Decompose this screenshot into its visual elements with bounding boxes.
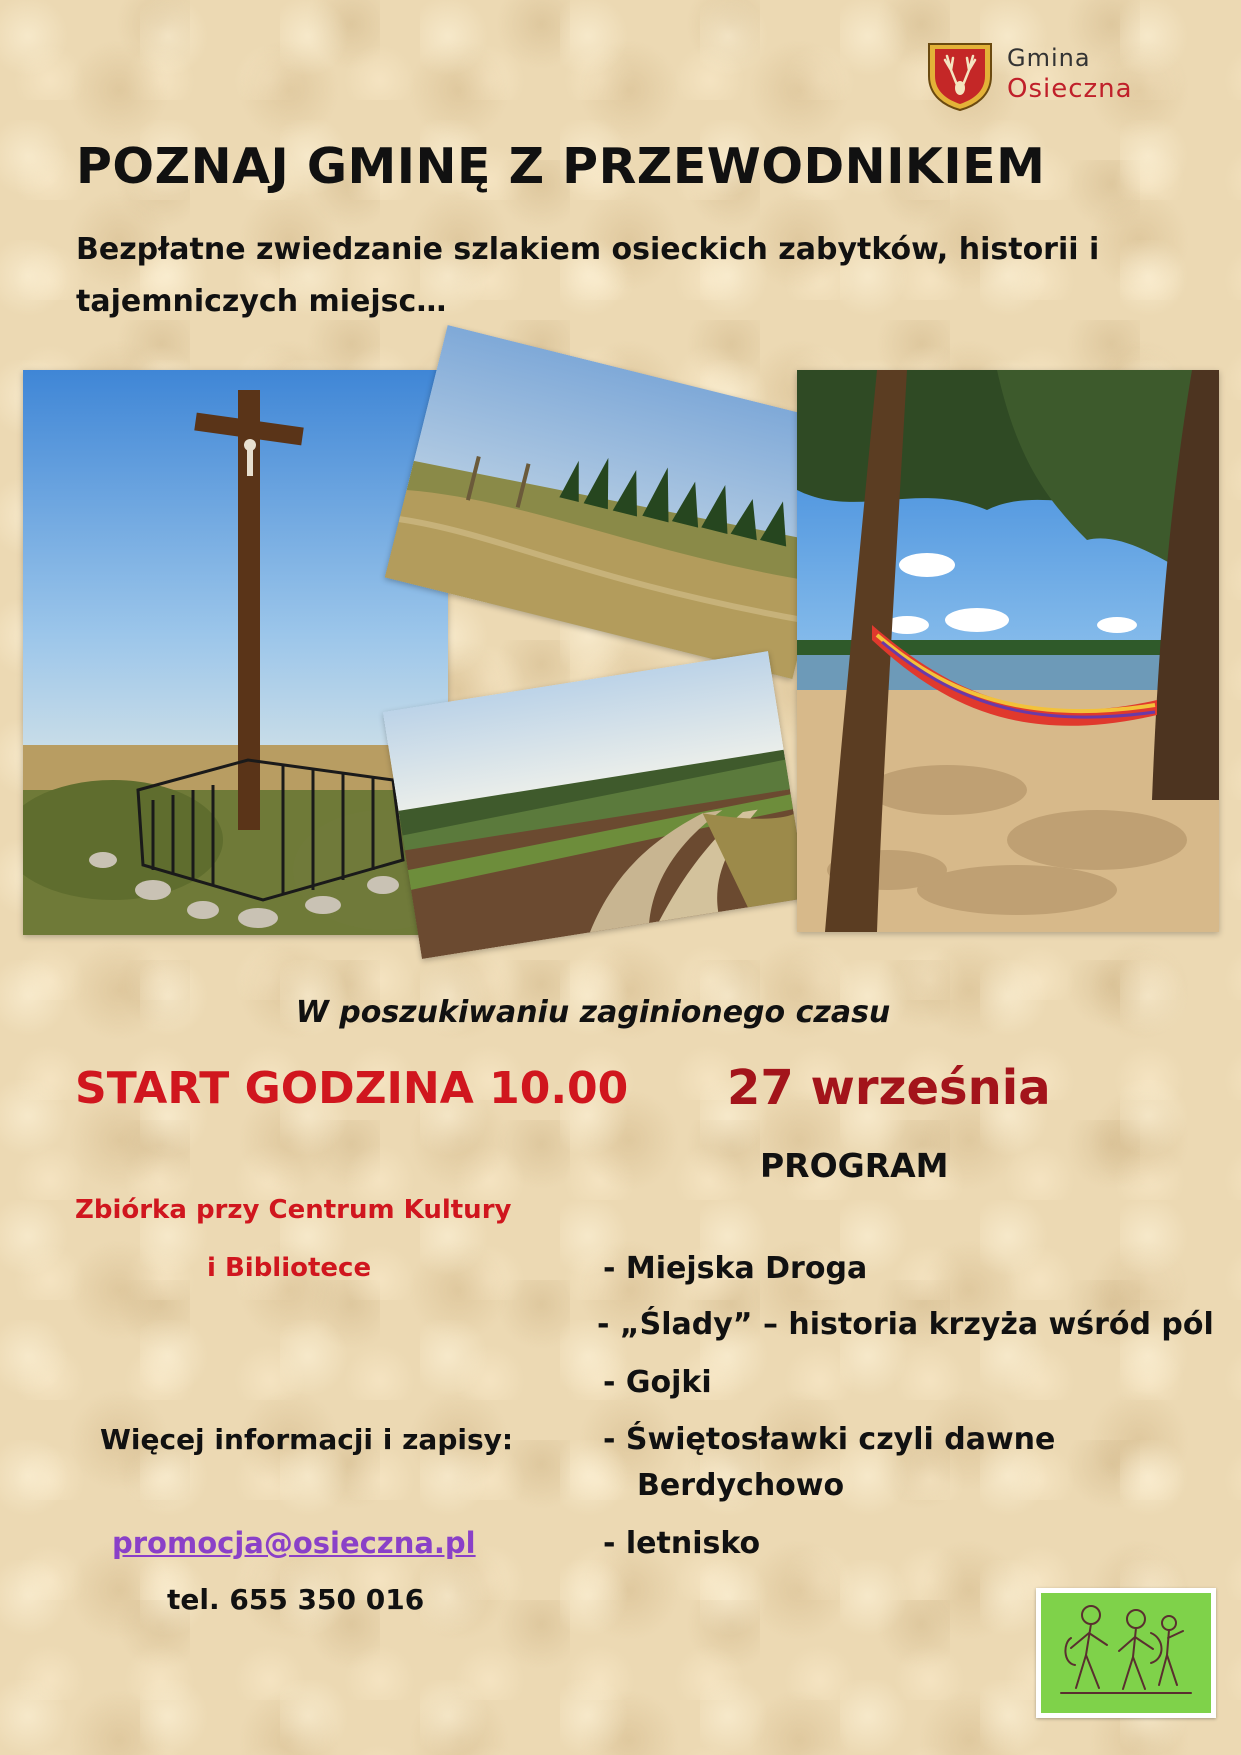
tagline: W poszukiwaniu zaginionego czasu — [295, 995, 891, 1030]
program-item: - Gojki — [603, 1365, 712, 1400]
contact-email-link[interactable]: promocja@osieczna.pl — [112, 1526, 476, 1560]
program-item-continuation: Berdychowo — [637, 1468, 845, 1503]
logo-text-gmina: Gmina — [1007, 44, 1091, 72]
page-subtitle: Bezpłatne zwiedzanie szlakiem osieckich zabytków, historii i tajemniczych miejsc… — [76, 232, 1100, 319]
event-date: 27 września — [727, 1060, 1051, 1116]
contact-phone: tel. 655 350 016 — [167, 1583, 425, 1616]
hikers-badge — [1036, 1588, 1216, 1718]
program-item: - Świętosławki czyli dawne — [603, 1422, 1056, 1457]
hikers-icon — [1041, 1593, 1211, 1713]
meeting-point-line2: i Bibliotece — [207, 1253, 372, 1283]
photo-roadside-cross — [23, 370, 448, 935]
deer-crest-icon — [925, 40, 995, 112]
photo-meadow-trees — [385, 325, 855, 679]
contact-label: Więcej informacji i zapisy: — [100, 1423, 514, 1456]
page-title: POZNAJ GMINĘ Z PRZEWODNIKIEM — [76, 138, 1046, 195]
start-time: START GODZINA 10.00 — [75, 1063, 629, 1114]
meeting-point-line1: Zbiórka przy Centrum Kultury — [75, 1195, 512, 1225]
gmina-logo — [925, 40, 1145, 112]
program-item: - Miejska Droga — [603, 1251, 868, 1286]
photo-lake-hammock — [797, 370, 1219, 932]
program-item: - „Ślady” – historia krzyża wśród pól — [597, 1307, 1214, 1342]
program-heading: PROGRAM — [760, 1146, 949, 1185]
logo-text-osieczna: Osieczna — [1007, 74, 1133, 104]
program-item: - letnisko — [603, 1526, 761, 1561]
